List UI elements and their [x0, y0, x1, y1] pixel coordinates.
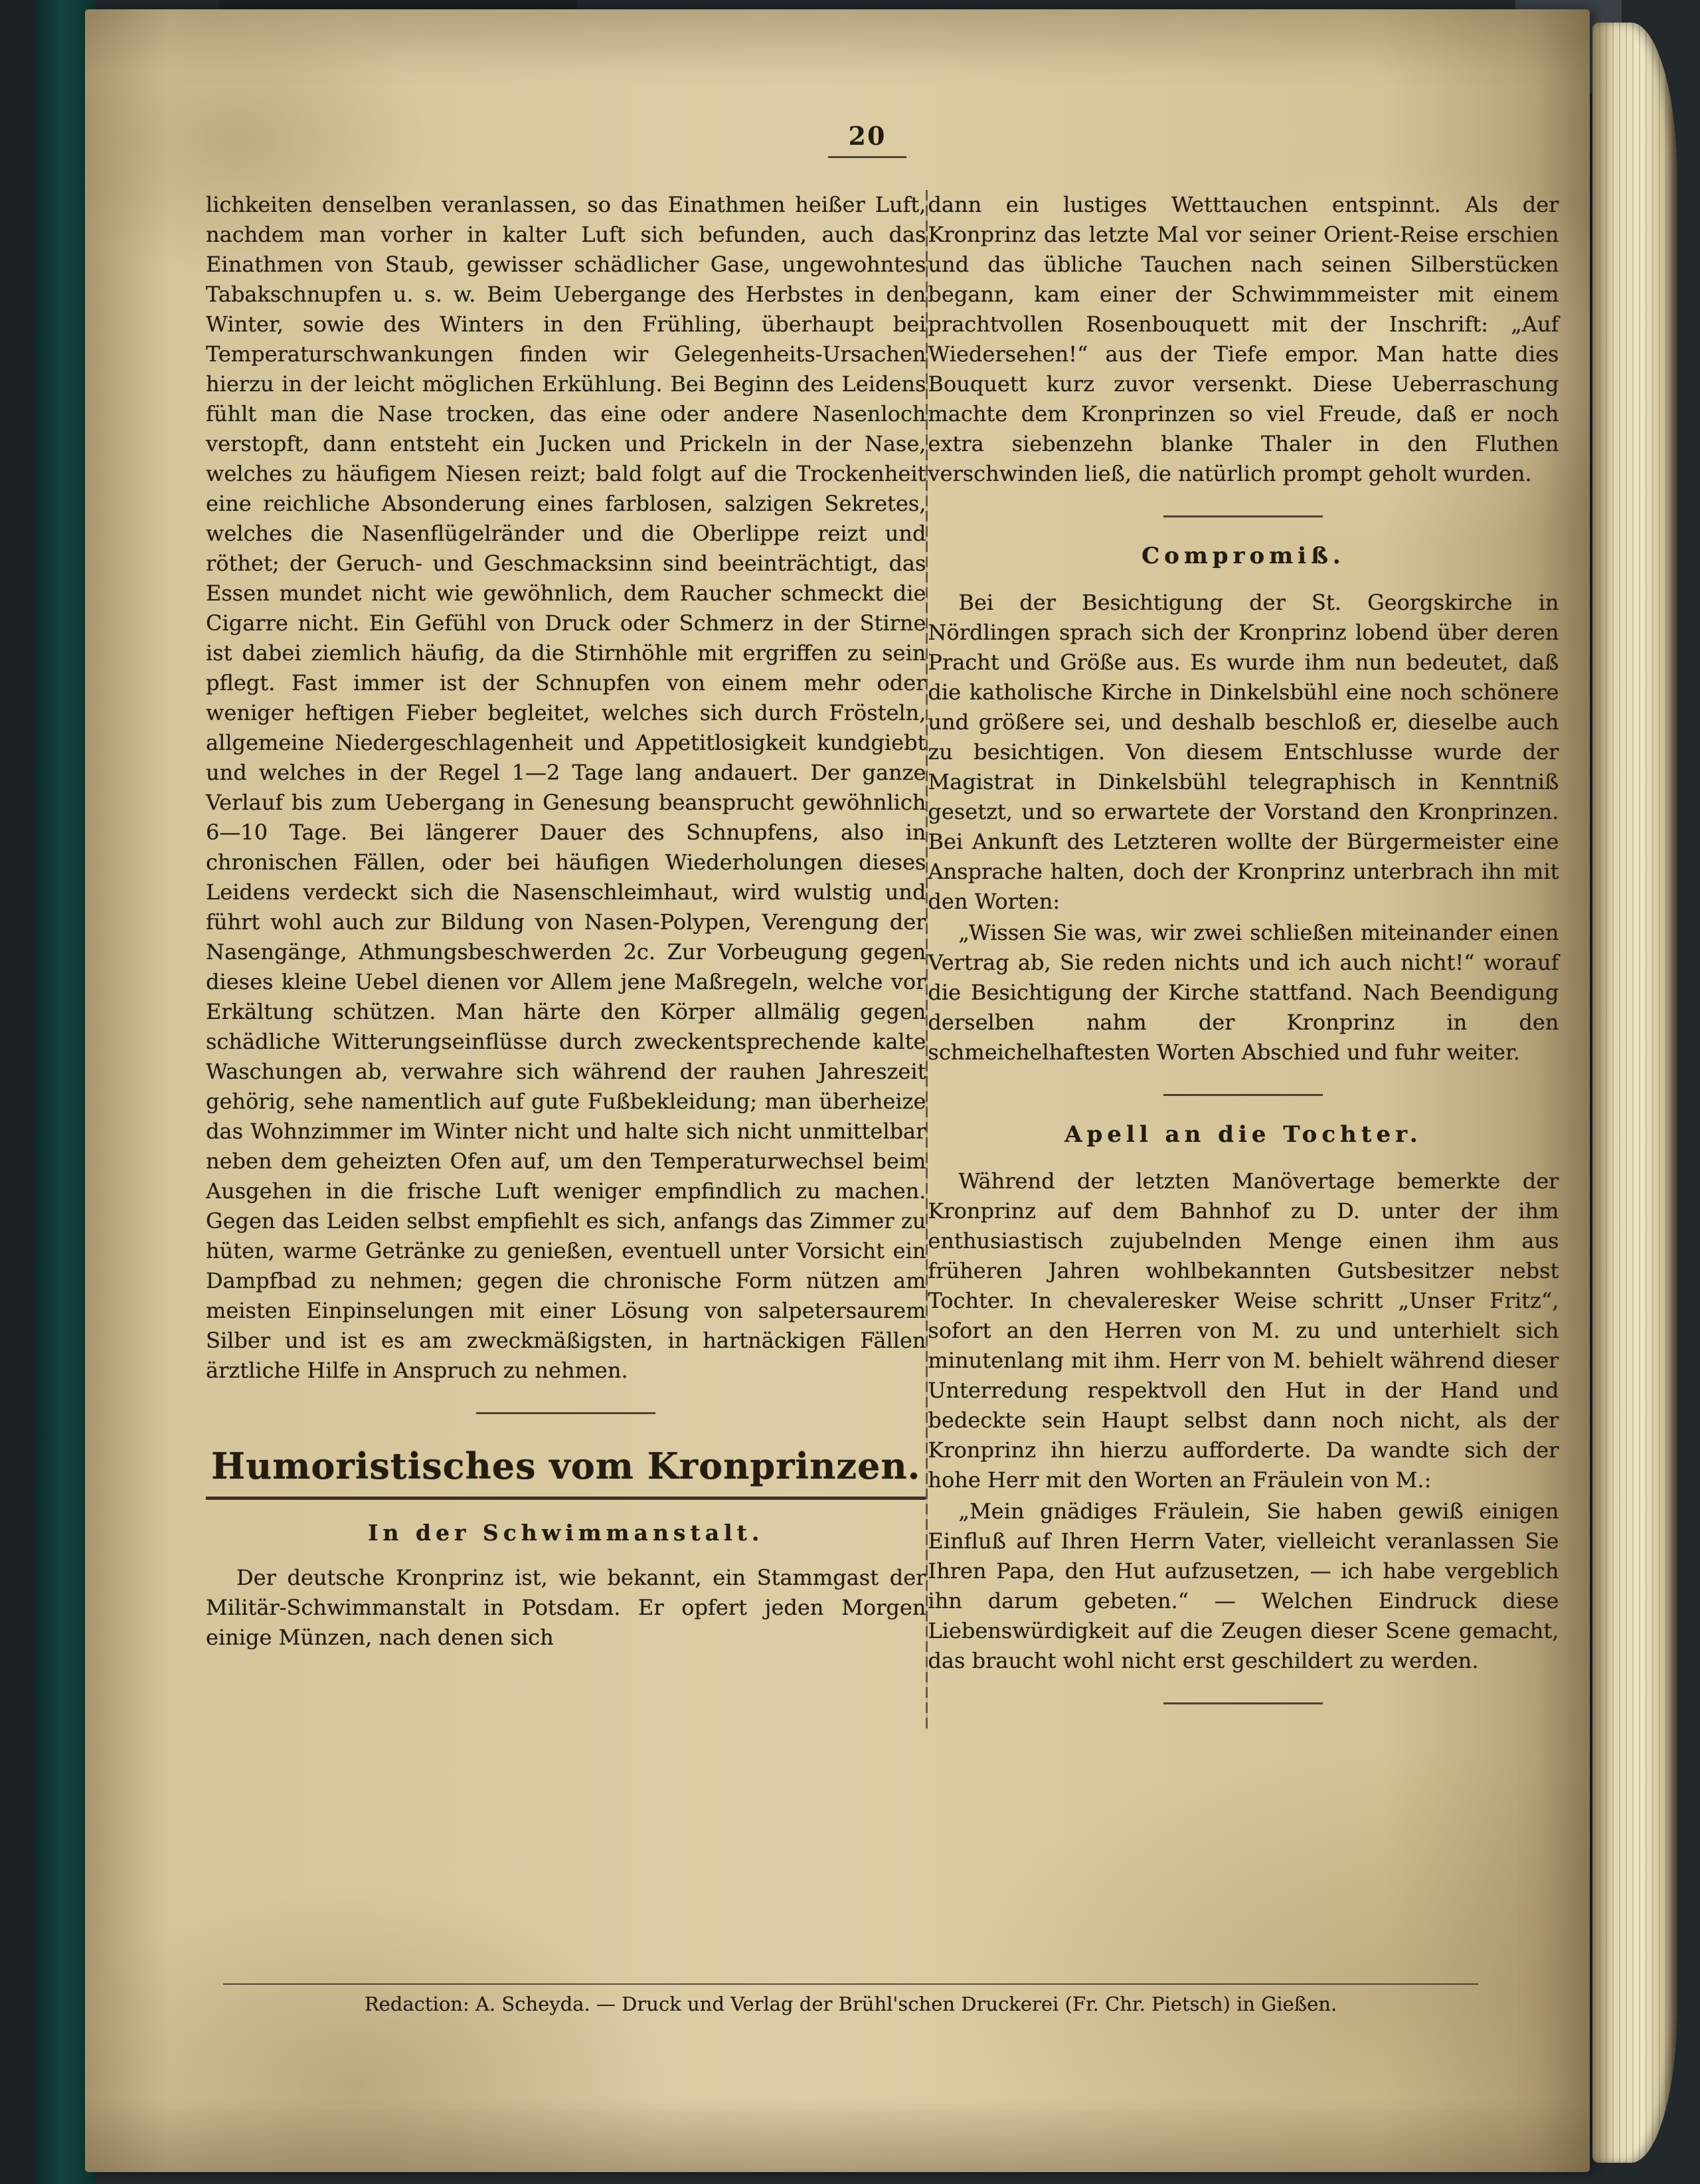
- section-separator-rule: [1163, 515, 1323, 517]
- newspaper-page: [85, 9, 1590, 2172]
- section-separator-rule: [1163, 1094, 1323, 1096]
- body-paragraph-apell-1: Während der letzten Manövertage bemerkte der Kronprinz auf dem Bahnhof zu D. unter der ihm enthusiastisch zujubelnden Menge einen ihm aus früheren Jahren wohlbekannten Gutsbesitzer nebst Tochter. In chevaleresker Weise schritt „Unser Fritz“, sofort an den Herren von M. zu und unterhielt sich minutenlang mit ihm. Herr von M. behielt während dieser Unterredung respektvoll den Hut in der Hand und bedeckte sein Haupt selbst dann noch nicht, als der Kronprinz ihn hierzu aufforderte. Da wandte sich der hohe Herr mit den Worten an Fräulein von M.:: [928, 1168, 1559, 1493]
- body-paragraph-compromiss-2: „Wissen Sie was, wir zwei schließen miteinander einen Vertrag ab, Sie reden nichts und ich auch nicht!“ worauf die Besichtigung der Kirche stattfand. Nach Beendigung derselben nahm der Kronprinz in den schmeichelhaftesten Worten Abschied und fuhr weiter.: [928, 920, 1559, 1065]
- subheading-schwimmanstalt: In der Schwimmanstalt.: [368, 1520, 764, 1546]
- body-paragraph-schwimmanstalt-continuation: dann ein lustiges Wetttauchen entspinnt. Als der Kronprinz das letzte Mal vor seiner Orient-Reise erschien und das übliche Tauchen nach seinen Silberstücken begann, kam einer der Schwimmmeister mit einem prachtvollen Rosenbouquett mit der Inschrift: „Auf Wiedersehen!“ aus der Tiefe empor. Man hatte dies Bouquett kurz zuvor versenkt. Diese Ueberraschung machte dem Kronprinzen so viel Freude, daß er noch extra siebenzehn blanke Thaler in den Fluthen verschwinden ließ, die natürlich prompt geholt wurden.: [928, 192, 1559, 486]
- right-column: [928, 190, 1559, 1730]
- heading-compromiss: Compromiß.: [1142, 543, 1345, 569]
- page-number: 20: [848, 121, 887, 151]
- page-number-rule: [828, 156, 906, 158]
- section-separator-rule: [476, 1412, 655, 1414]
- heading-apell-an-die-tochter: Apell an die Tochter.: [1064, 1121, 1422, 1148]
- next-page-edge: [1592, 23, 1677, 2163]
- page-header: [206, 121, 1529, 158]
- body-paragraph-schwimmanstalt: Der deutsche Kronprinz ist, wie bekannt, ein Stammgast der Militär-Schwimmanstalt in Potsdam. Er opfert jeden Morgen einige Münzen, nach denen sich: [206, 1565, 926, 1650]
- body-paragraph-continuation: lichkeiten denselben veranlassen, so das Einathmen heißer Luft, nachdem man vorher in kalter Luft sich befunden, auch das Einathmen von Staub, gewisser schädlicher Gase, ungewohntes Tabakschnupfen u. s. w. Beim Uebergange des Herbstes in den Winter, sowie des Winters in den Frühling, überhaupt bei Temperaturschwankungen finden wir Gelegenheits-Ursachen hierzu in der leicht möglichen Erkühlung. Bei Beginn des Leidens fühlt man die Nase trocken, das eine oder andere Nasenloch verstopft, dann entsteht ein Jucken und Prickeln in der Nase, welches zu häufigem Niesen reizt; bald folgt auf die Trockenheit eine reichliche Absonderung eines farblosen, salzigen Sekretes, welches die Nasenflügelränder und die Oberlippe reizt und röthet; der Geruch- und Geschmacksinn sind beeinträchtigt, das Essen mundet nicht wie gewöhnlich, dem Raucher schmeckt die Cigarre nicht. Ein Gefühl von Druck oder Schmerz in der Stirne ist dabei ziemlich häufig, da die Stirnhöhle mit ergriffen zu sein pflegt. Fast immer ist der Schnupfen von einem mehr oder weniger heftigen Fieber begleitet, welches sich durch Frösteln, allgemeine Niedergeschlagenheit und Appetitlosigkeit kundgiebt und welches in der Regel 1—2 Tage lang andauert. Der ganze Verlauf bis zum Uebergang in Genesung beansprucht gewöhnlich 6—10 Tage. Bei längerer Dauer des Schnupfens, also in chronischen Fällen, oder bei häufigen Wiederholungen dieses Leidens verdeckt sich die Nasenschleimhaut, wird wulstig und führt wohl auch zur Bildung von Nasen-Polypen, Verengung der Nasengänge, Athmungsbeschwerden 2c. Zur Vorbeugung gegen dieses kleine Uebel dienen vor Allem jene Maßregeln, welche vor Erkältung schützen. Man härte den Körper allmälig gegen schädliche Witterungseinflüsse durch zweckentsprechende kalte Waschungen ab, verwahre sich während der rauhen Jahreszeit gehörig, sehe namentlich auf gute Fußbekleidung; man überheize das Wohnzimmer im Winter nicht und halte sich nicht unmittelbar neben dem geheizten Ofen auf, um den Temperaturwechsel beim Ausgehen in die frische Luft weniger empfindlich zu machen. Gegen das Leiden selbst empfiehlt es sich, anfangs das Zimmer zu hüten, warme Getränke zu genießen, eventuell unter Vorsicht ein Dampfbad zu nehmen; gegen die chronische Form nützen am meisten Einpinselungen mit einer Lösung von salpetersaurem Silber und ist es am zweckmäßigsten, in hartnäckigen Fällen ärztliche Hilfe in Anspruch zu nehmen.: [206, 192, 926, 1383]
- left-column: [206, 190, 926, 1730]
- body-paragraph-apell-2: „Mein gnädiges Fräulein, Sie haben gewiß einigen Einfluß auf Ihren Herrn Vater, vielleicht veranlassen Sie Ihren Papa, den Hut aufzusetzen, — ich habe vergeblich ihn darum gebeten.“ — Welchen Eindruck diese Liebenswürdigkeit auf die Zeugen dieser Scene gemacht, das braucht wohl nicht erst geschildert zu werden.: [928, 1499, 1559, 1673]
- page-text-area: [206, 121, 1559, 1730]
- section-heading-humoristisches: Humoristisches vom Kronprinzen.: [206, 1445, 926, 1500]
- background-panel-left: [0, 0, 40, 2184]
- body-paragraph-compromiss-1: Bei der Besichtigung der St. Georgskirche in Nördlingen sprach sich der Kronprinz lobend über deren Pracht und Größe aus. Es wurde ihm nun bedeutet, daß die katholische Kirche in Dinkelsbühl eine noch schönere und größere sei, und deshalb beschloß er, dieselbe auch zu besichtigen. Von diesem Entschlusse wurde der Magistrat in Dinkelsbühl telegraphisch in Kenntniß gesetzt, und so erwartete der Vorstand den Kronprinzen. Bei Ankunft des Letzteren wollte der Bürgermeister eine Ansprache halten, doch der Kronprinz unterbrach ihn mit den Worten:: [928, 590, 1559, 914]
- imprint-footer: Redaction: A. Scheyda. — Druck und Verlag der Brühl'schen Druckerei (Fr. Chr. Pietsch) in Gießen.: [223, 1983, 1478, 2015]
- end-of-column-rule: [1163, 1702, 1323, 1704]
- two-column-layout: [206, 190, 1559, 1730]
